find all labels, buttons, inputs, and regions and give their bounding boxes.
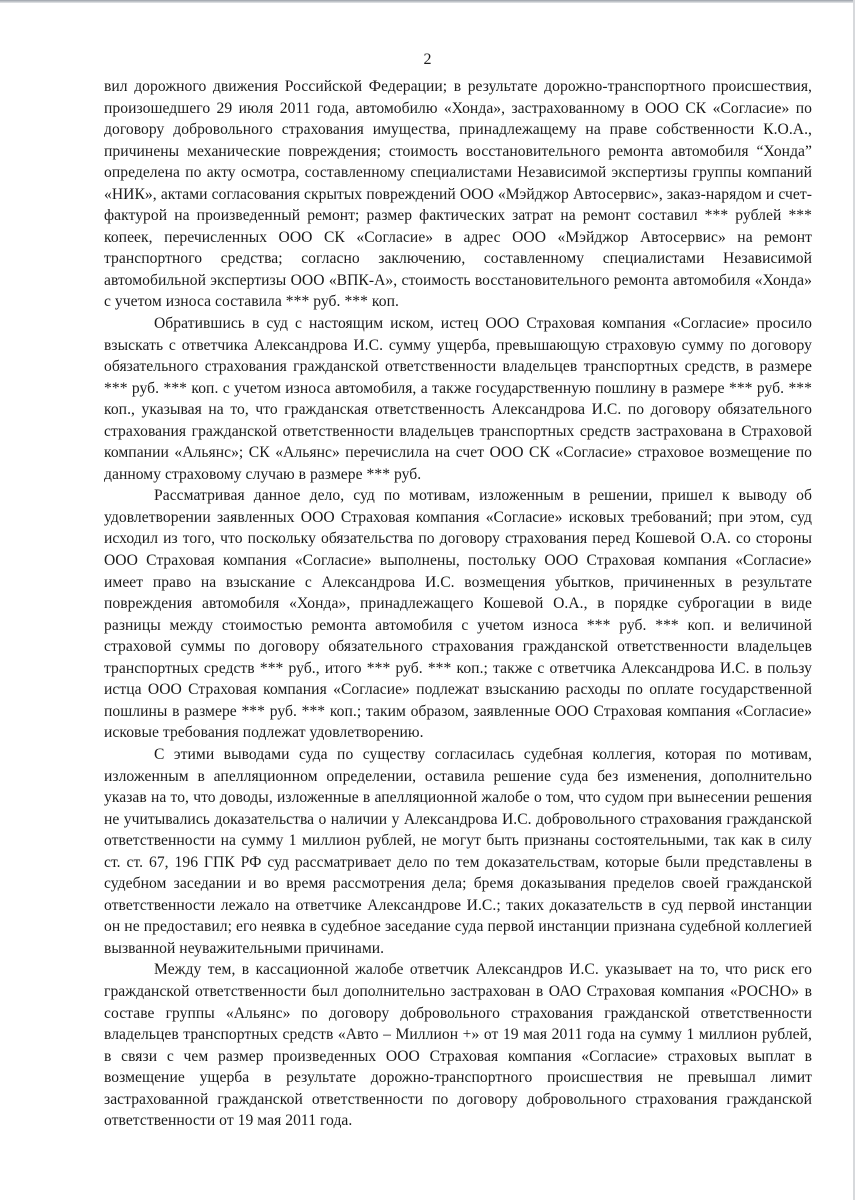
paragraph-3: Рассматривая данное дело, суд по мотивам, изложенным в решении, пришел к выводу об удовлетворении заявленных ООО Страховая компания «Согласие» исковых требований; при этом, суд исходил из того, что поскольку обязательства по договору страхования перед Кошевой О.А. со стороны ООО Страховая компания «Согласие» выполнены, постольку ООО Страховая компания «Согласие» имеет право на взыскание с Александрова И.С. возмещения убытков, причиненных в результате повреждения автомобиля «Хонда», принадлежащего Кошевой О.А., в порядке суброгации в виде разницы между стоимостью ремонта автомобиля с учетом износа *** руб. *** коп. и величиной страховой суммы по договору обязательного страхования гражданской ответственности владельцев транспортных средств *** руб., итого *** руб. *** коп.; также с ответчика Александрова И.С. в пользу истца ООО Страховая компания «Согласие» подлежат взысканию расходы по оплате государственной пошлины в размере *** руб. *** коп.; таким образом, заявленные ООО Страховая компания «Согласие» исковые требования подлежат удовлетворению.: [104, 487, 812, 742]
paragraph-4: С этими выводами суда по существу согласилась судебная коллегия, которая по мотивам, изложенным в апелляционном определении, оставила решение суда без изменения, дополнительно указав на то, что доводы, изложенные в апелляционной жалобе о том, что судом при вынесении решения не учитывались доказательства о наличии у Александрова И.С. добровольного страхования гражданской ответственности на сумму 1 миллион рублей, не могут быть признаны состоятельными, так как в силу ст. ст. 67, 196 ГПК РФ суд рассматривает дело по тем доказательствам, которые были представлены в судебном заседании и во время рассмотрения дела; бремя доказывания пределов своей гражданской ответственности лежало на ответчике Александрове И.С.; таких доказательств в суд первой инстанции он не предоставил; его неявка в судебное заседание суда первой инстанции признана судебной коллегией вызванной неуважительными причинами.: [104, 745, 812, 957]
paragraph-5: Между тем, в кассационной жалобе ответчик Александров И.С. указывает на то, что риск его гражданской ответственности был дополнительно застрахован в ОАО Страховая компания «РОСНО» в составе группы «Альянс» по договору добровольного страхования гражданской ответственности владельцев транспортных средств «Авто – Миллион +» от 19 мая 2011 года на сумму 1 миллион рублей, в связи с чем размер произведенных ООО Страховая компания «Согласие» страховых выплат в возмещение ущерба в результате дорожно-транспортного происшествия не превышал лимит застрахованной гражданской ответственности по договору добровольного страхования гражданской ответственности от 19 мая 2011 года.: [104, 961, 812, 1130]
paragraph-2: Обратившись в суд с настоящим иском, истец ООО Страховая компания «Согласие» просило взыскать с ответчика Александрова И.С. сумму ущерба, превышающую страховую сумму по договору обязательного страхования гражданской ответственности владельцев транспортных средств, в размере *** руб. *** коп. с учетом износа автомобиля, а также государственную пошлину в размере *** руб. *** коп., указывая на то, что гражданская ответственность Александрова И.С. по договору обязательного страхования гражданской ответственности владельцев транспортных средств застрахована в Страховой компании «Альянс»; СК «Альянс» перечислила на счет ООО СК «Согласие» страховое возмещение по данному страховому случаю в размере *** руб.: [104, 315, 812, 483]
page-number: 2: [423, 51, 432, 68]
scan-edge-top: [0, 0, 855, 3]
paragraph-1: вил дорожного движения Российской Федерации; в результате дорожно-транспортного происшествия, произошедшего 29 июля 2011 года, автомобилю «Хонда», застрахованному в ООО СК «Согласие» по договору добровольного страхования имущества, принадлежащему на праве собственности К.О.А., причинены механические повреждения; стоимость восстановительного ремонта автомобиля “Хонда” определена по акту осмотра, составленному специалистами Независимой экспертизы группы компаний «НИК», актами согласования скрытых повреждений ООО «Мэйджор Автосервис», заказ-нарядом и счет-фактурой на произведенный ремонт; размер фактических затрат на ремонт составил *** рублей *** копеек, перечисленных ООО СК «Согласие» в адрес ООО «Мэйджор Автосервис» на ремонт транспортного средства; согласно заключению, составленному специалистами Независимой автомобильной экспертизы ООО «ВПК-А», стоимость восстановительного ремонта автомобиля «Хонда» с учетом износа составила *** руб. *** коп.: [104, 78, 812, 311]
document-body: [104, 76, 812, 1132]
